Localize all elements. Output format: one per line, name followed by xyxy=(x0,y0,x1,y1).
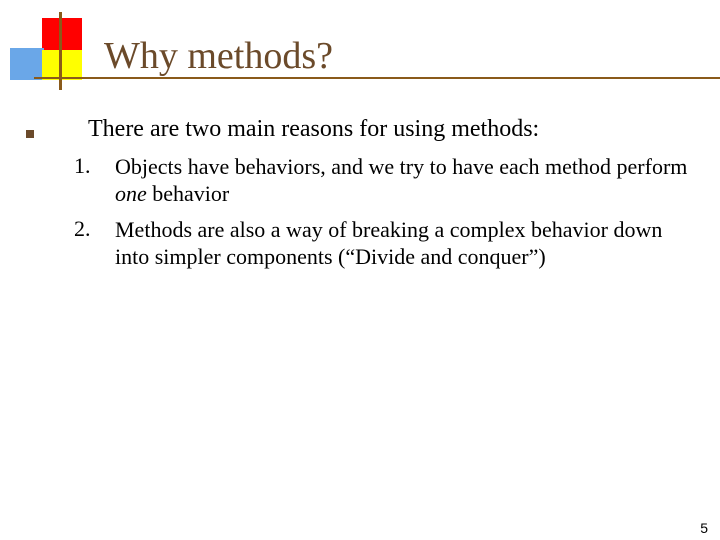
list-item-text-part: Objects have behaviors, and we try to have each method perform xyxy=(115,154,688,179)
page-number: 5 xyxy=(700,520,708,536)
main-bullet-text: There are two main reasons for using methods: xyxy=(88,116,540,142)
list-item-number: 1. xyxy=(74,153,91,178)
logo-yellow-square xyxy=(42,50,82,80)
list-item-number: 2. xyxy=(74,216,91,241)
slide-title: Why methods? xyxy=(104,35,334,77)
logo-blue-square xyxy=(10,48,44,80)
list-item-text-part: behavior xyxy=(146,181,230,206)
list-item-text: Methods are also a way of breaking a complex behavior down into simpler components (“Divide and conquer”) xyxy=(115,217,663,269)
list-item-text xyxy=(115,153,695,207)
square-bullet-icon xyxy=(26,130,34,138)
emphasized-word: one xyxy=(115,181,147,206)
logo-red-square xyxy=(42,18,82,50)
slide-logo-decoration xyxy=(0,0,100,100)
